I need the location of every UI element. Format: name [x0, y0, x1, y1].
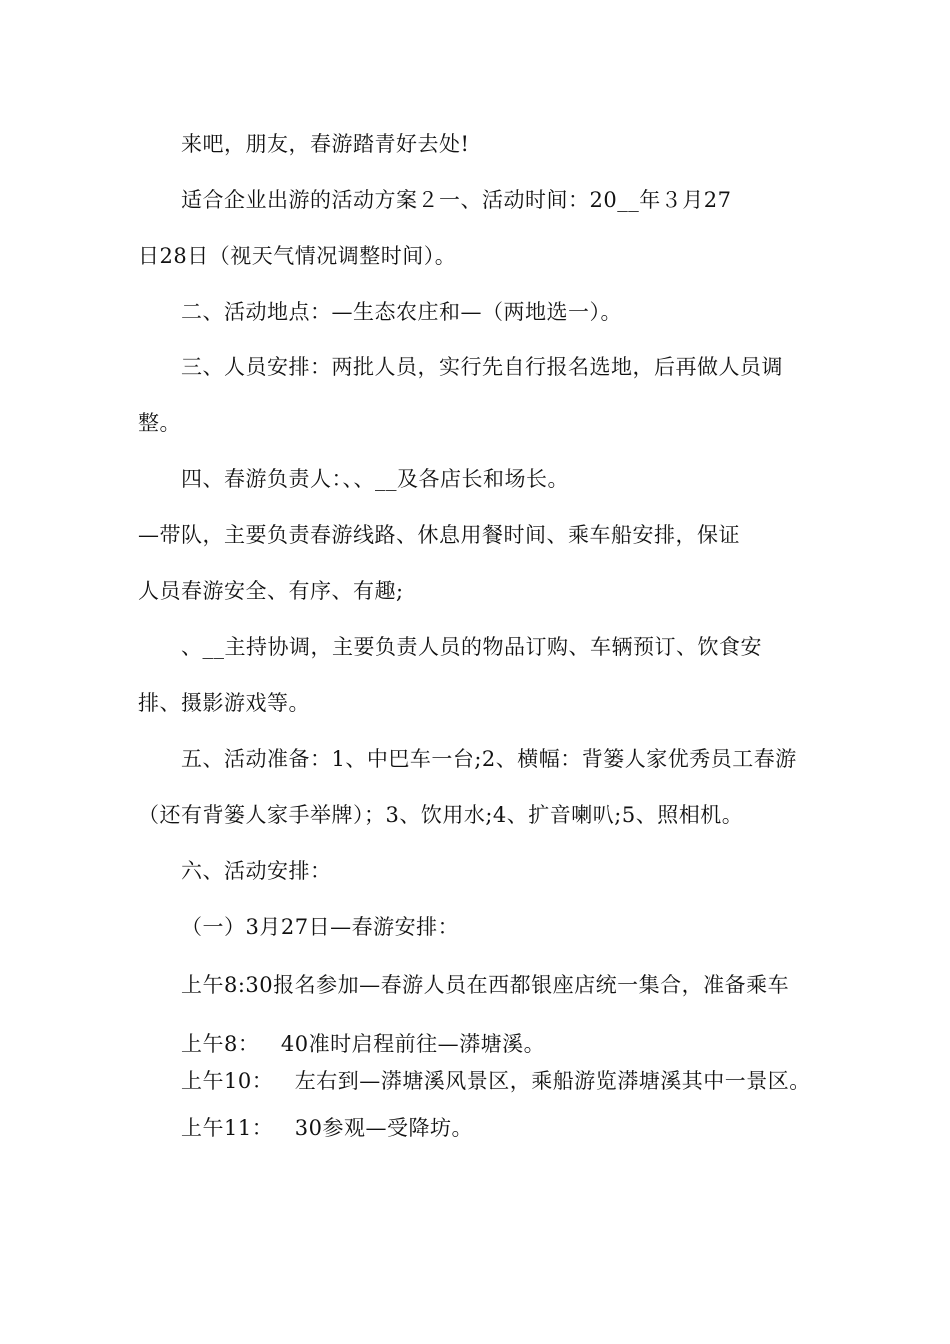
paragraph-line: 五、活动准备：1、中巴车一台;2、横幅：背篓人家优秀员工春游 [181, 747, 797, 771]
paragraph-line: 人员春游安全、有序、有趣; [138, 579, 404, 603]
paragraph-line: 上午8： 40准时启程前往—漭塘溪。 [181, 1032, 546, 1056]
paragraph-line: 上午11： 30参观—受降坊。 [181, 1116, 473, 1140]
paragraph-line: 上午10： 左右到—漭塘溪风景区，乘船游览漭塘溪其中一景区。 [181, 1069, 811, 1093]
paragraph-line: 整。 [138, 411, 181, 435]
paragraph-line: 日28日（视天气情况调整时间）。 [138, 244, 457, 268]
paragraph-line: （一）3月27日—春游安排： [181, 915, 460, 939]
paragraph-line: 来吧，朋友，春游踏青好去处! [181, 132, 470, 156]
paragraph-line: 六、活动安排： [181, 859, 332, 883]
paragraph-line: 排、摄影游戏等。 [138, 691, 310, 715]
paragraph-line: 四、春游负责人：、、__及各店长和场长。 [181, 467, 569, 491]
paragraph-line: 、__主持协调，主要负责人员的物品订购、车辆预订、饮食安 [181, 635, 762, 659]
paragraph-line: 适合企业出游的活动方案２一、活动时间：20__年３月27 [181, 188, 732, 212]
paragraph-line: （还有背篓人家手举牌）；3、饮用水;4、扩音喇叭;5、照相机。 [138, 803, 744, 827]
paragraph-line: 二、活动地点：—生态农庄和—（两地选一）。 [181, 300, 622, 324]
paragraph-line: 上午8:30报名参加—春游人员在西都银座店统一集合，准备乘车 [181, 973, 790, 997]
paragraph-line: 三、人员安排：两批人员，实行先自行报名选地，后再做人员调 [181, 355, 783, 379]
paragraph-line: —带队，主要负责春游线路、休息用餐时间、乘车船安排，保证 [138, 523, 740, 547]
